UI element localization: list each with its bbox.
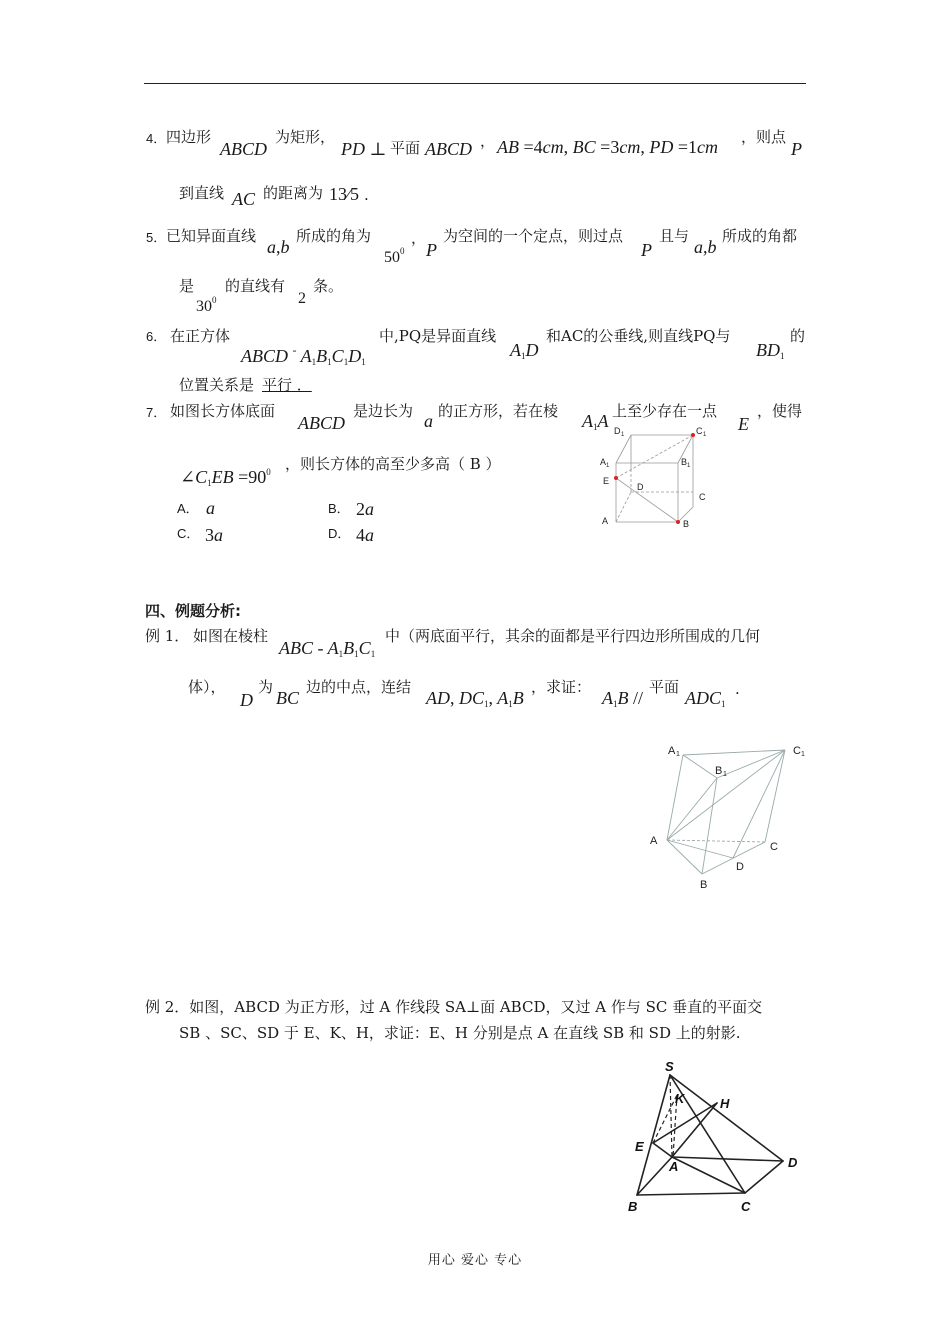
q4-answer: 13⁄5	[329, 184, 360, 204]
q5-text-f: 所成的角都	[722, 227, 798, 245]
ex2-line-1: 例 2．如图，ABCD 为正方形，过 A 作线段 SA⊥面 ABCD，又过 A 作与 SC 垂直的平面交	[145, 998, 763, 1016]
q7-option-d-label: D．	[328, 526, 351, 541]
q7-option-b-value: 2a	[356, 499, 374, 519]
fig1-label-c: C	[699, 492, 706, 502]
fig1-label-a: A	[602, 516, 609, 526]
fig2-label-d: D	[736, 861, 744, 873]
q7-text-a: 如图长方体底面	[170, 402, 276, 420]
ex1-math-prism: ABC - $A_1B_1C_1$	[279, 638, 376, 659]
ex1-text-d: 为	[258, 678, 274, 696]
section-4-heading: 四、例题分析:	[145, 602, 241, 620]
fig3-label-d: D	[788, 1155, 798, 1170]
q5-answer: 2	[298, 290, 306, 307]
q4-math-p: P	[791, 139, 802, 159]
q6-math-bd1: $BD_1$	[756, 340, 785, 361]
fig3-label-c: C	[741, 1199, 751, 1214]
q5-math-p: P	[426, 240, 437, 260]
q4-text-f: 到直线	[179, 184, 225, 202]
fig3-label-h: H	[720, 1096, 730, 1111]
q5-text-e: 且与	[659, 227, 690, 245]
fig1-label-b1: B	[681, 457, 688, 467]
ex1-text-a: 如图在棱柱	[193, 627, 269, 645]
q6-math-cube: ABCD - $A_1B_1C_1D_1$	[241, 343, 366, 367]
q6-text-b: 中,PQ是异面直线	[379, 327, 497, 345]
q6-text-e: 位置关系是	[179, 376, 255, 394]
header-rule	[144, 83, 806, 84]
q7-option-a-label: A．	[177, 501, 199, 516]
ex1-text-f: ，求证：	[531, 678, 592, 696]
ex1-text-g: 平面	[649, 678, 680, 696]
fig3-label-a: A	[669, 1159, 679, 1174]
q5-text-c: ，	[411, 229, 427, 247]
q7-option-b-label: B．	[328, 501, 350, 516]
q4-math-abcd2: ABCD	[425, 139, 472, 159]
q6-math-a1d: $A_1D$	[510, 340, 539, 361]
q6-number: 6．	[146, 329, 167, 344]
svg-text:1: 1	[621, 432, 625, 438]
fig2-label-a1: A	[668, 745, 676, 757]
q6-text-c: 和AC的公垂线,则直线PQ与	[546, 327, 731, 345]
q5-text-d: 为空间的一个定点，则过点	[443, 227, 624, 245]
ex1-math-adc1: $ADC_1$	[685, 688, 726, 709]
svg-text:1: 1	[723, 771, 727, 778]
q4-text-a: 四边形	[166, 128, 212, 146]
q7-text-f: ，则长方体的高至少多高（ B ）	[285, 455, 501, 473]
ex1-text-h: .	[735, 680, 740, 698]
q5-math-ab: a,b	[267, 237, 290, 257]
q7-text-b: 是边长为	[353, 402, 414, 420]
ex1-math-lines: AD, $DC_1$, $A_1B$	[426, 688, 524, 709]
q4-math-pd: PD ⊥	[341, 139, 387, 159]
svg-text:1: 1	[687, 463, 691, 469]
q7-math-a1a: $A_1A$	[582, 411, 609, 432]
fig3-label-b: B	[628, 1199, 638, 1214]
figure-prism-ex1	[645, 740, 815, 895]
fig3-label-s: S	[665, 1059, 674, 1074]
q4-text-c: 平面	[390, 139, 421, 157]
q4-math-abcd: ABCD	[220, 139, 267, 159]
q5-text-h: 的直线有	[225, 277, 286, 295]
fig2-label-b: B	[700, 879, 708, 891]
q5-text-i: 条。	[313, 277, 344, 295]
q4-text-g: 的距离为	[263, 184, 324, 202]
ex1-math-bc: BC	[276, 688, 300, 708]
q6-text-d: 的	[790, 327, 806, 345]
q7-math-abcd: ABCD	[298, 413, 345, 433]
q7-math-e: E	[738, 414, 749, 434]
q5-text-a: 已知异面直线	[166, 227, 257, 245]
q5-text-g: 是	[179, 277, 195, 295]
fig1-label-c1: C	[696, 426, 703, 436]
fig1-label-a1: A	[600, 457, 607, 467]
ex1-number: 例 1．	[145, 627, 190, 645]
fig1-label-d: D	[637, 482, 644, 492]
q4-text-b: 为矩形，	[275, 128, 336, 146]
q4-text-d: ，	[480, 132, 496, 150]
q7-number: 7．	[146, 405, 167, 420]
ex1-text-c: 体），	[188, 678, 226, 696]
svg-text:1: 1	[801, 751, 805, 758]
q7-option-a-value: a	[206, 498, 215, 518]
fig1-label-e: E	[603, 476, 610, 486]
q6-text-a: 在正方体	[170, 327, 231, 345]
q4-math-ac: AC	[232, 189, 256, 209]
fig2-label-c: C	[770, 841, 778, 853]
fig3-label-e: E	[635, 1139, 644, 1154]
q4-text-h: .	[364, 186, 369, 204]
q7-math-a: a	[424, 411, 433, 431]
svg-text:1: 1	[606, 463, 610, 469]
svg-text:1: 1	[703, 432, 707, 438]
q7-math-angle: $\angle C_1EB =90^0$	[180, 467, 271, 488]
q5-math-50deg: $50^0$	[384, 246, 405, 266]
q5-math-p2: P	[641, 240, 652, 260]
fig1-label-d1: D	[614, 426, 621, 436]
q7-text-e: ，使得	[757, 402, 803, 420]
ex1-math-d: D	[240, 690, 253, 710]
fig3-label-k: K	[675, 1091, 685, 1106]
fig2-label-b1: B	[715, 765, 723, 777]
q7-text-c: 的正方形，若在棱	[438, 402, 559, 420]
q5-math-ab2: a,b	[694, 237, 717, 257]
q7-option-d-value: 4a	[356, 525, 374, 545]
q4-number: 4．	[146, 131, 167, 146]
fig2-label-c1: C	[793, 745, 801, 757]
ex1-math-a1b: $A_1B$ //	[602, 688, 644, 709]
q7-option-c-value: 3a	[205, 525, 223, 545]
fig1-label-b: B	[683, 519, 690, 529]
page-footer: 用心 爱心 专心	[427, 1253, 523, 1268]
figure-box-q7	[595, 420, 725, 535]
q4-math-lengths: AB =4cm, BC =3cm, PD =1cm	[497, 137, 718, 157]
q6-answer: 平行 ．	[262, 376, 312, 394]
q7-text-d: 上至少存在一点	[612, 402, 718, 420]
q5-number: 5．	[146, 230, 167, 245]
figure-pyramid-ex2	[625, 1055, 810, 1220]
ex2-line-2: SB 、SC、SD 于 E、K、H，求证：E、H 分别是点 A 在直线 SB 和 SD 上的射影.	[179, 1024, 741, 1042]
q5-text-b: 所成的角为	[296, 227, 372, 245]
q5-math-30deg: $30^0$	[196, 295, 217, 315]
q4-text-e: ，则点	[741, 128, 787, 146]
ex1-text-b: 中（两底面平行，其余的面都是平行四边形所围成的几何	[385, 627, 761, 645]
svg-text:1: 1	[676, 751, 680, 758]
q7-option-c-label: C．	[177, 526, 200, 541]
fig2-label-a: A	[650, 835, 658, 847]
ex1-text-e: 边的中点，连结	[306, 678, 412, 696]
